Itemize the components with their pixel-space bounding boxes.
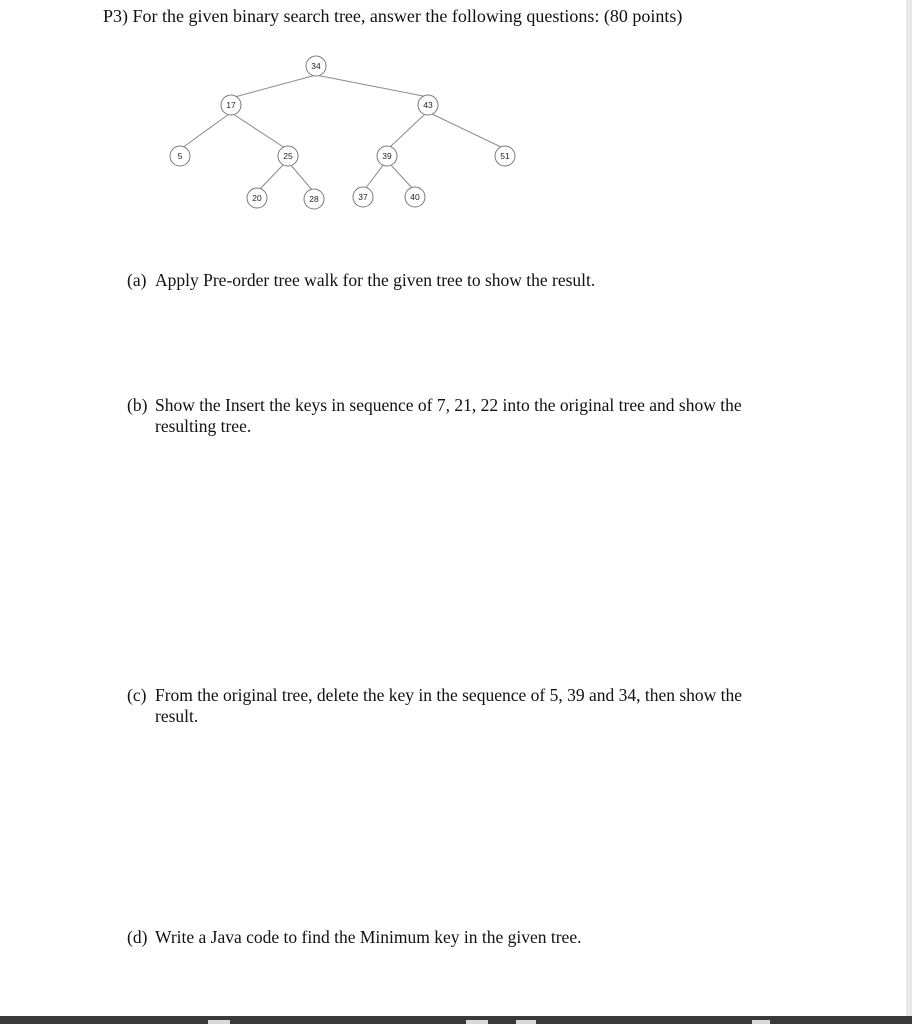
tree-node — [247, 188, 267, 208]
question-d — [127, 927, 777, 948]
tree-edge — [182, 114, 229, 148]
svg-text:25: 25 — [283, 151, 293, 161]
tree-edge — [290, 164, 312, 190]
taskbar-mark — [466, 1020, 488, 1024]
svg-text:34: 34 — [311, 61, 321, 71]
tree-edge — [390, 114, 425, 147]
svg-text:17: 17 — [226, 100, 236, 110]
question-text: Show the Insert the keys in sequence of 7, 21, 22 into the original tree and show the resulting tree. — [155, 395, 742, 436]
question-label: (d) — [127, 927, 148, 947]
question-text: From the original tree, delete the key in the sequence of 5, 39 and 34, then show the result. — [155, 685, 743, 726]
problem-title: P3) For the given binary search tree, answer the following questions: (80 points) — [103, 6, 683, 26]
question-b — [127, 395, 777, 437]
binary-search-tree-diagram — [0, 0, 912, 240]
tree-edge — [231, 75, 316, 98]
question-text: Apply Pre-order tree walk for the given tree to show the result. — [155, 270, 596, 290]
tree-edge — [316, 75, 428, 97]
svg-text:43: 43 — [423, 100, 433, 110]
tree-node — [377, 146, 397, 166]
taskbar-mark — [516, 1020, 536, 1024]
tree-edge — [390, 164, 413, 189]
tree-node — [418, 95, 438, 115]
question-text: Write a Java code to find the Minimum key in the given tree. — [155, 927, 582, 947]
taskbar-strip — [0, 1016, 912, 1024]
svg-text:39: 39 — [382, 151, 392, 161]
svg-text:37: 37 — [358, 192, 368, 202]
tree-node — [278, 146, 298, 166]
question-c — [127, 685, 777, 727]
svg-text:51: 51 — [500, 151, 510, 161]
tree-node — [306, 56, 326, 76]
svg-text:28: 28 — [309, 194, 319, 204]
tree-node — [495, 146, 515, 166]
question-label: (b) — [127, 395, 148, 415]
tree-node — [304, 189, 324, 209]
question-a — [127, 270, 777, 291]
question-label: (a) — [127, 270, 147, 290]
tree-node — [221, 95, 241, 115]
taskbar-mark — [752, 1020, 770, 1024]
tree-edge — [233, 114, 285, 148]
tree-node — [353, 187, 373, 207]
tree-edge — [432, 114, 503, 148]
tree-node — [170, 146, 190, 166]
question-label: (c) — [127, 685, 147, 705]
svg-text:40: 40 — [410, 192, 420, 202]
tree-edge — [365, 164, 384, 189]
svg-text:20: 20 — [252, 193, 262, 203]
tree-edge — [259, 164, 284, 190]
tree-node — [405, 187, 425, 207]
svg-text:5: 5 — [177, 151, 183, 161]
tree-edges — [182, 75, 503, 190]
taskbar-mark — [208, 1020, 230, 1024]
